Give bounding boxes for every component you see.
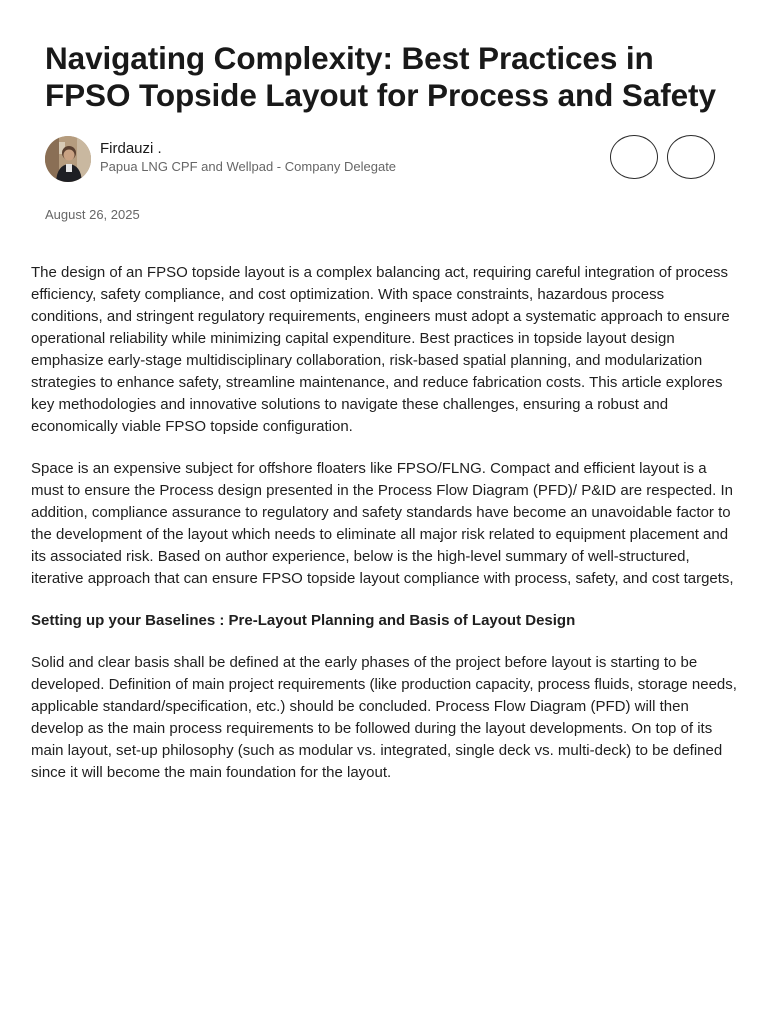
action-button-1[interactable] xyxy=(610,135,658,179)
author-photo xyxy=(45,136,91,182)
publish-date: August 26, 2025 xyxy=(45,207,140,222)
author-name[interactable]: Firdauzi . xyxy=(100,140,162,157)
author-avatar[interactable] xyxy=(45,136,91,182)
body-paragraph: Space is an expensive subject for offshore floaters like FPSO/FLNG. Compact and efficient layout is a must to ensure the Process design presented in the Process Flow Diagram (PFD)/ P&ID are respected. In addition, compliance assurance to regulatory and safety standards have become an unavoidable factor to the development of the layout which needs to eliminate all major risk related to equipment placement and its associated risk. Based on author experience, below is the high-level summary of well-structured, iterative approach that can ensure FPSO topside layout compliance with process, safety, and cost targets, xyxy=(31,460,734,587)
section-heading: Setting up your Baselines : Pre-Layout Planning and Basis of Layout Design xyxy=(31,612,576,629)
action-button-2[interactable] xyxy=(667,135,715,179)
author-row xyxy=(45,135,725,181)
article-title: Navigating Complexity: Best Practices in FPSO Topside Layout for Process and Safety xyxy=(45,40,716,113)
body-paragraph: Solid and clear basis shall be defined at the early phases of the project before layout is starting to be developed. Definition of main project requirements (like production capacity, process fluids, storage needs, applicable standard/specification, etc.) should be concluded. Process Flow Diagram (PFD) will then develop as the main process requirements to be followed during the layout developments. On top of its main layout, set-up philosophy (such as modular vs. integrated, single deck vs. multi-deck) to be defined since it will become the main foundation for the layout. xyxy=(31,654,737,781)
article-body xyxy=(31,262,739,804)
body-paragraph: The design of an FPSO topside layout is a complex balancing act, requiring careful integration of process efficiency, safety compliance, and cost optimization. With space constraints, hazardous process conditions, and stringent regulatory requirements, engineers must adopt a systematic approach to ensure operational reliability while minimizing capital expenditure. Best practices in topside layout design emphasize early-stage multidisciplinary collaboration, risk-based spatial planning, and modularization strategies to enhance safety, streamline maintenance, and reduce fabrication costs. This article explores key methodologies and innovative solutions to navigate these challenges, ensuring a robust and economically viable FPSO topside configuration. xyxy=(31,264,730,435)
author-headline: Papua LNG CPF and Wellpad - Company Delegate xyxy=(100,159,397,174)
